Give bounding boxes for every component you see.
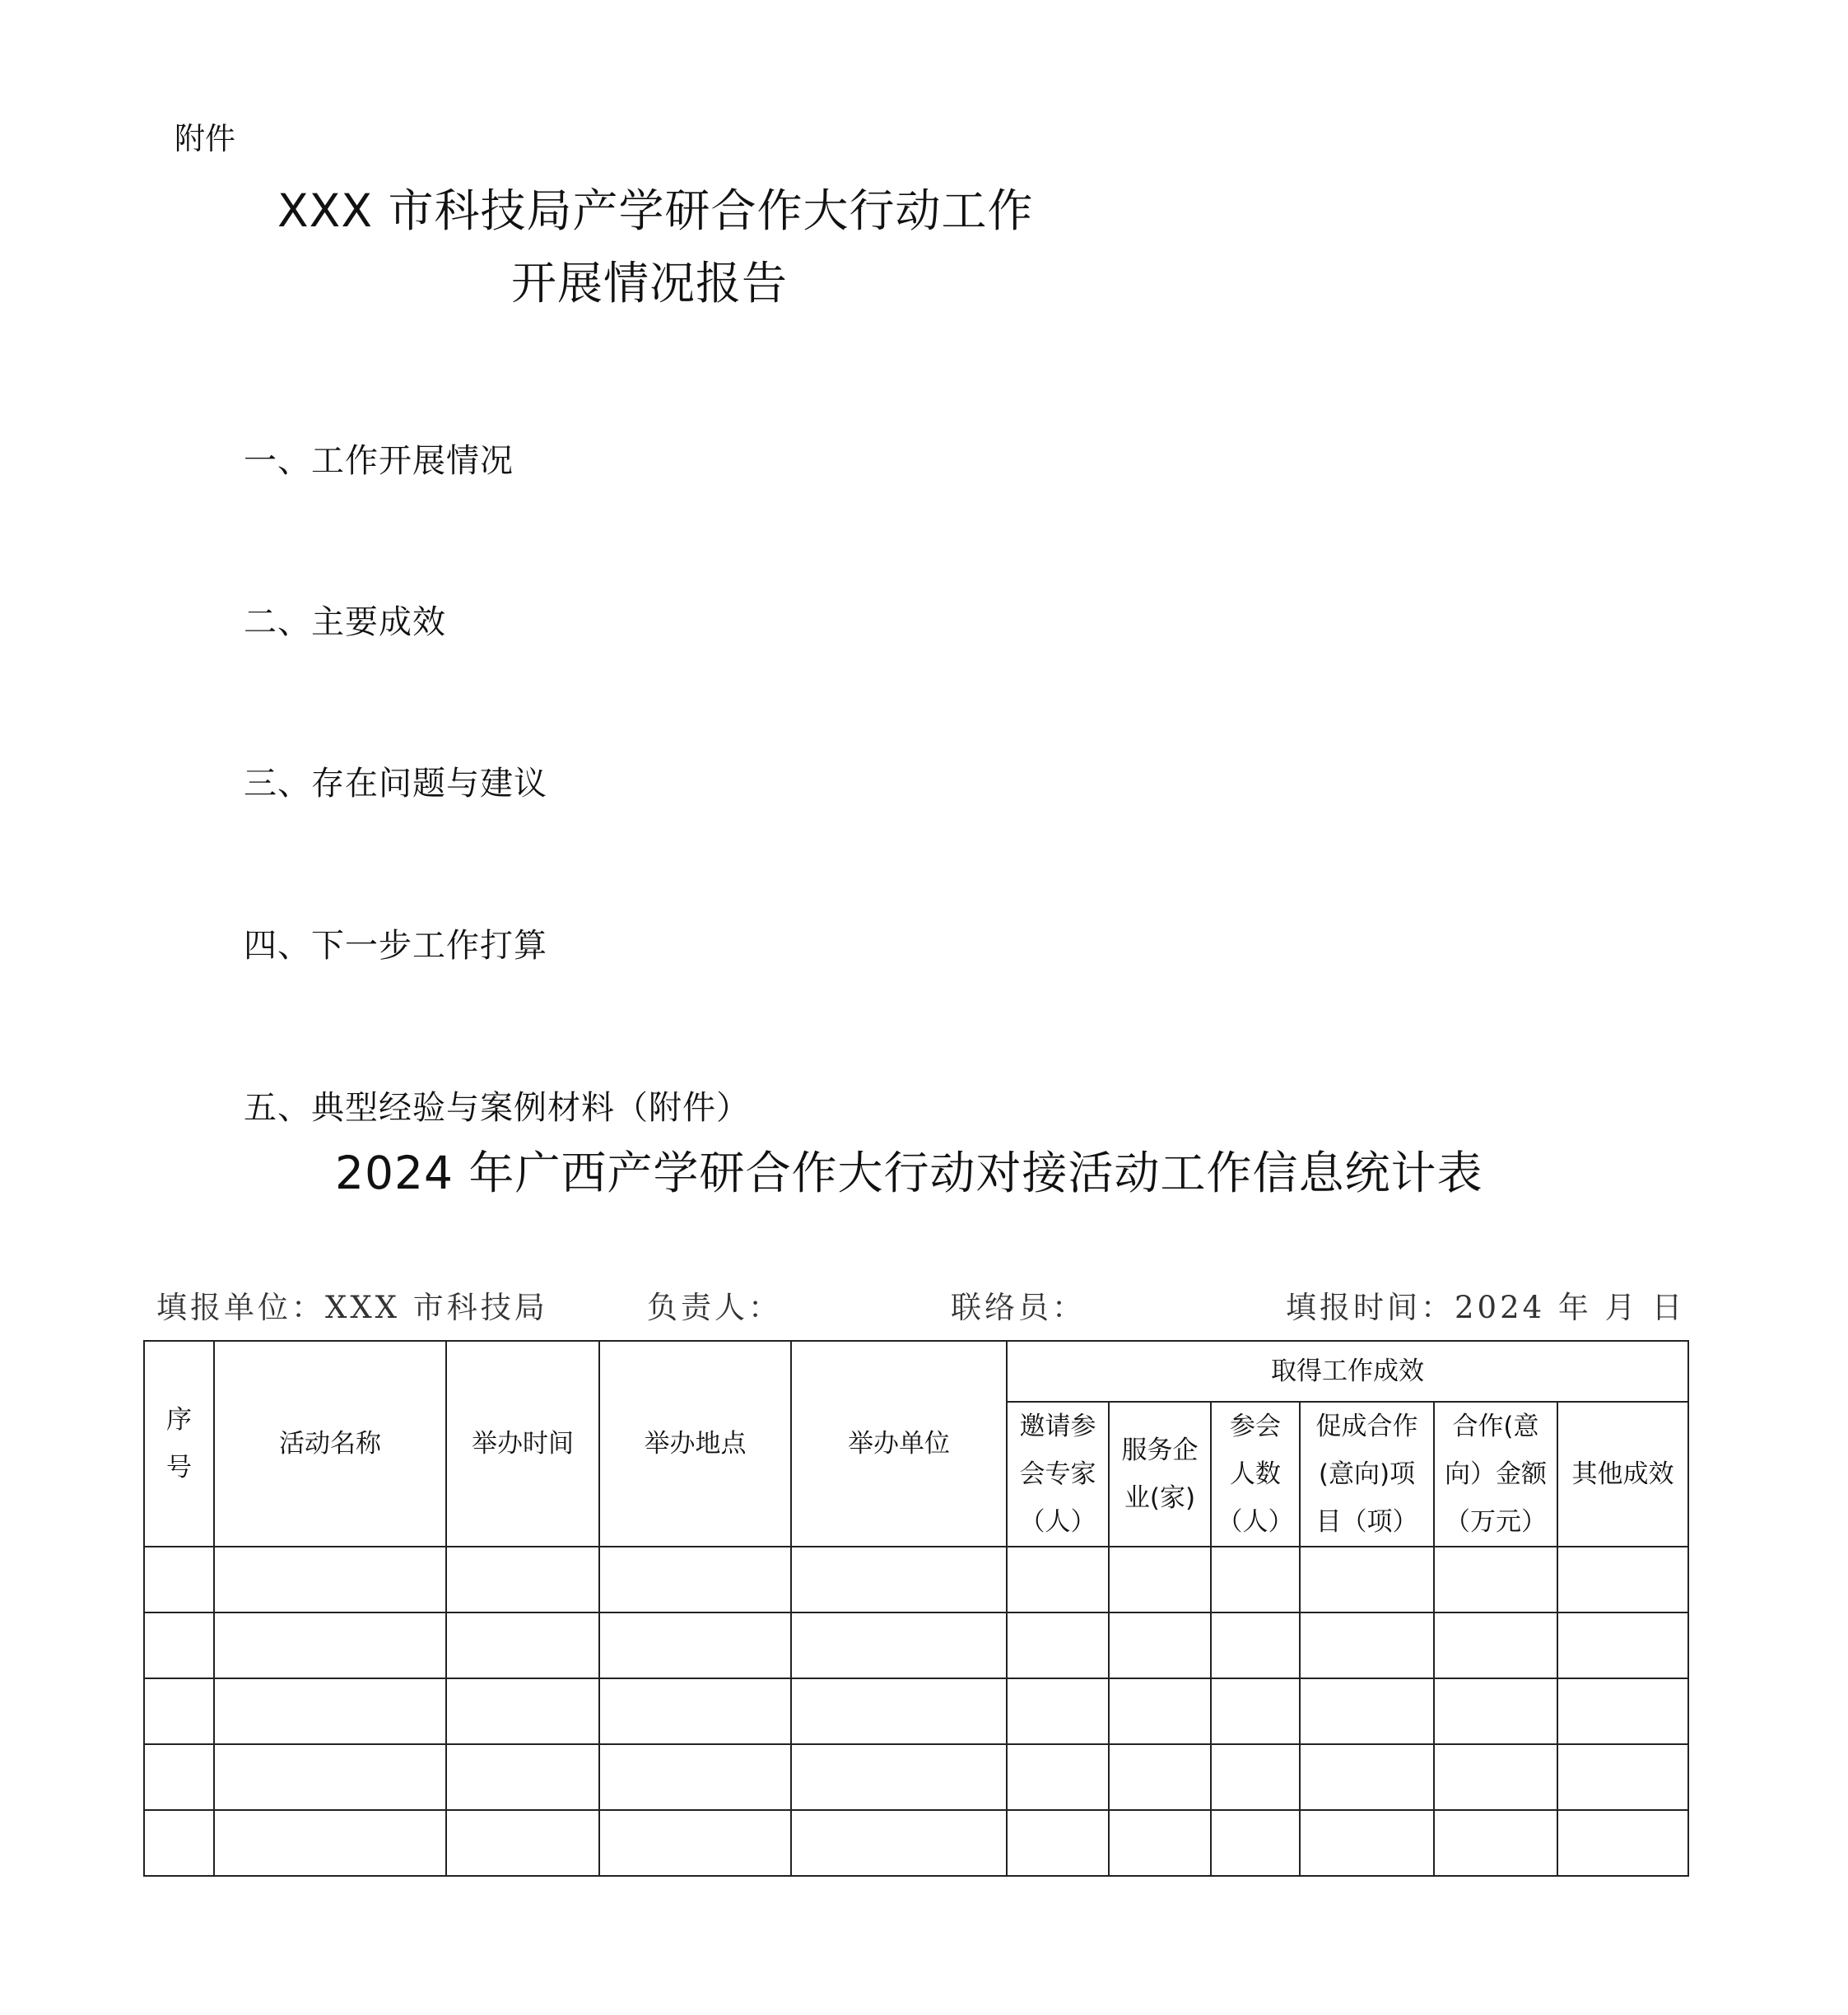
table-title: 2024 年广西产学研合作大行动对接活动工作信息统计表	[335, 1147, 1483, 1199]
table-cell[interactable]	[1557, 1744, 1688, 1810]
meta-contact-person: 联络员：	[951, 1290, 1086, 1325]
section-heading-1: 一、工作开展情况	[244, 442, 514, 480]
table-cell[interactable]	[1007, 1547, 1109, 1612]
header-amount: 合作(意 向）金额 （万元）	[1434, 1402, 1557, 1547]
table-cell[interactable]	[1109, 1744, 1211, 1810]
table-cell[interactable]	[599, 1744, 791, 1810]
table-cell[interactable]	[1109, 1810, 1211, 1876]
table-cell[interactable]	[1007, 1810, 1109, 1876]
table-cell[interactable]	[1434, 1612, 1557, 1678]
table-cell[interactable]	[446, 1810, 599, 1876]
header-attendees: 参会 人数 （人）	[1211, 1402, 1300, 1547]
meta-report-date: 填报时间：2024 年 月 日	[1286, 1290, 1686, 1325]
table-cell[interactable]	[1109, 1547, 1211, 1612]
table-cell[interactable]	[446, 1547, 599, 1612]
section-heading-5: 五、典型经验与案例材料（附件）	[244, 1089, 750, 1127]
table-row	[144, 1612, 1688, 1678]
header-group-results: 取得工作成效	[1007, 1341, 1688, 1402]
table-row	[144, 1678, 1688, 1744]
table-cell[interactable]	[214, 1547, 446, 1612]
table-cell[interactable]	[791, 1612, 1007, 1678]
table-cell[interactable]	[1434, 1744, 1557, 1810]
table-cell[interactable]	[1434, 1810, 1557, 1876]
table-cell[interactable]	[1300, 1744, 1434, 1810]
header-place: 举办地点	[599, 1341, 791, 1547]
table-cell[interactable]	[144, 1547, 214, 1612]
section-heading-2: 二、主要成效	[244, 603, 446, 641]
table-cell[interactable]	[1557, 1678, 1688, 1744]
report-title-line1: XXX 市科技局产学研合作大行动工作	[277, 184, 1034, 237]
table-cell[interactable]	[1007, 1678, 1109, 1744]
table-cell[interactable]	[446, 1612, 599, 1678]
table-cell[interactable]	[1211, 1547, 1300, 1612]
table-cell[interactable]	[1109, 1678, 1211, 1744]
table-cell[interactable]	[144, 1612, 214, 1678]
table-cell[interactable]	[1211, 1678, 1300, 1744]
section-heading-4: 四、下一步工作打算	[244, 927, 547, 965]
table-cell[interactable]	[1557, 1612, 1688, 1678]
table-cell[interactable]	[1300, 1547, 1434, 1612]
meta-reporting-unit: 填报单位：XXX 市科技局	[156, 1290, 548, 1325]
table-cell[interactable]	[1557, 1810, 1688, 1876]
meta-responsible-person: 负责人：	[647, 1290, 782, 1325]
table-cell[interactable]	[791, 1678, 1007, 1744]
table-cell[interactable]	[1300, 1612, 1434, 1678]
table-cell[interactable]	[144, 1744, 214, 1810]
table-cell[interactable]	[1211, 1744, 1300, 1810]
header-seq: 序 号	[144, 1341, 214, 1547]
header-time: 举办时间	[446, 1341, 599, 1547]
table-cell[interactable]	[144, 1810, 214, 1876]
table-cell[interactable]	[599, 1547, 791, 1612]
table-cell[interactable]	[1434, 1678, 1557, 1744]
table-cell[interactable]	[1300, 1810, 1434, 1876]
header-companies: 服务企 业(家)	[1109, 1402, 1211, 1547]
table-cell[interactable]	[599, 1678, 791, 1744]
table-body	[144, 1547, 1688, 1876]
table-cell[interactable]	[144, 1678, 214, 1744]
table-cell[interactable]	[1434, 1547, 1557, 1612]
header-activity-name: 活动名称	[214, 1341, 446, 1547]
table-cell[interactable]	[214, 1744, 446, 1810]
report-title-line2: 开展情况报告	[511, 257, 789, 309]
table-cell[interactable]	[791, 1547, 1007, 1612]
table-cell[interactable]	[446, 1744, 599, 1810]
table-row	[144, 1547, 1688, 1612]
section-heading-3: 三、存在问题与建议	[244, 765, 547, 803]
table-cell[interactable]	[446, 1678, 599, 1744]
table-cell[interactable]	[599, 1612, 791, 1678]
attachment-label: 附件	[175, 121, 235, 156]
table-cell[interactable]	[214, 1678, 446, 1744]
table-cell[interactable]	[1007, 1744, 1109, 1810]
table-cell[interactable]	[599, 1810, 791, 1876]
table-cell[interactable]	[1557, 1547, 1688, 1612]
table-cell[interactable]	[214, 1810, 446, 1876]
table-cell[interactable]	[1109, 1612, 1211, 1678]
table-cell[interactable]	[791, 1810, 1007, 1876]
header-projects: 促成合作 (意向)项 目（项）	[1300, 1402, 1434, 1547]
table-row	[144, 1744, 1688, 1810]
table-cell[interactable]	[1211, 1612, 1300, 1678]
table-row	[144, 1810, 1688, 1876]
table-cell[interactable]	[1007, 1612, 1109, 1678]
statistics-table	[143, 1340, 1689, 1877]
table-cell[interactable]	[791, 1744, 1007, 1810]
table-cell[interactable]	[1300, 1678, 1434, 1744]
table-cell[interactable]	[1211, 1810, 1300, 1876]
header-experts: 邀请参 会专家 （人）	[1007, 1402, 1109, 1547]
header-other: 其他成效	[1557, 1402, 1688, 1547]
table-cell[interactable]	[214, 1612, 446, 1678]
header-organizer: 举办单位	[791, 1341, 1007, 1547]
